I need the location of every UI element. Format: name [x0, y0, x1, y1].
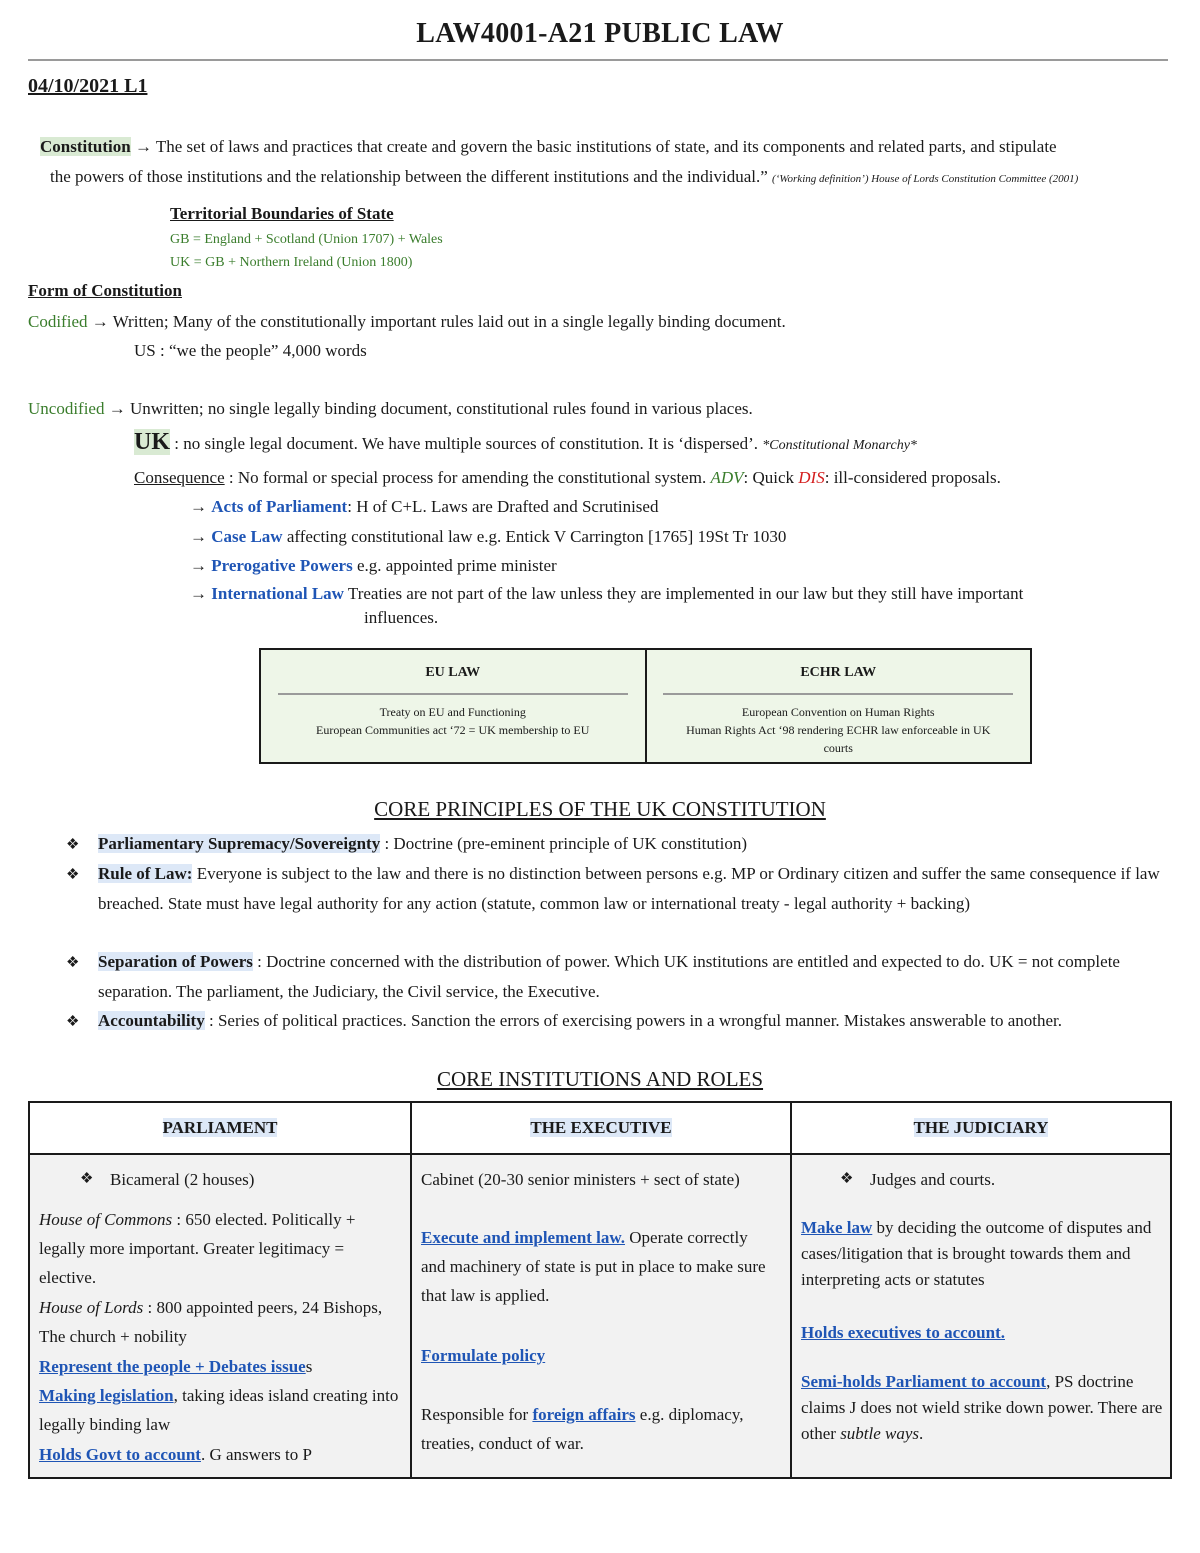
source-text: : H of C+L. Laws are Drafted and Scrutinised: [347, 497, 659, 516]
execute-text: [421, 1223, 773, 1310]
period: .: [919, 1424, 924, 1443]
constitution-definition-cont: [50, 162, 1180, 194]
bicameral-text: Bicameral (2 houses): [110, 1170, 255, 1189]
definition-line-2: the powers of those institutions and the relationship between the different institutions and the individual.”: [50, 167, 768, 186]
bullet-icon: ❖: [66, 837, 80, 853]
execute-detail: Operate correctly and machinery of state is put in place to make sure that law is applied.: [421, 1228, 766, 1305]
source-text: affecting constitutional law e.g. Entick V Carrington [1765] 19St Tr 1030: [282, 527, 787, 546]
holds-govt-text: [39, 1440, 401, 1469]
commons-detail: : 650 elected. Politically + legally more important. Greater legitimacy = elective.: [39, 1210, 356, 1287]
codified-text: → Written; Many of the constitutionally important rules laid out in a single legally binding document.: [87, 312, 786, 331]
adv-label: ADV: [710, 468, 744, 487]
codified-row: [28, 307, 786, 336]
uk-monarchy: *Constitutional Monarchy*: [762, 438, 917, 453]
represent-tail: s: [305, 1357, 313, 1376]
territorial-heading: Territorial Boundaries of State: [170, 204, 394, 223]
echr-law-heading: ECHR LAW: [800, 665, 877, 680]
column-header: [412, 1103, 790, 1155]
principle-label: Accountability: [98, 1011, 205, 1030]
foreign-prefix: Responsible for: [421, 1405, 533, 1424]
constitution-definition: [40, 132, 1165, 161]
principle-item: [98, 859, 1168, 919]
principle-item: [98, 947, 1168, 1007]
commons-label: House of Commons: [39, 1210, 173, 1229]
formulate-link: Formulate policy: [421, 1346, 546, 1365]
source-label: Acts of Parliament: [211, 497, 348, 516]
eu-law-heading: EU LAW: [425, 665, 481, 680]
source-label: Case Law: [211, 527, 283, 546]
page-title: LAW4001-A21 PUBLIC LAW: [416, 18, 784, 49]
semi-holds-text: [801, 1369, 1163, 1447]
semi-holds-link: Semi-holds Parliament to account: [801, 1372, 1047, 1391]
holds-exec-link: Holds executives to account.: [801, 1323, 1005, 1342]
eu-echr-table: [259, 648, 1032, 764]
principle-text: : Doctrine (pre-eminent principle of UK constitution): [380, 834, 748, 853]
making-link: Making legislation: [39, 1386, 174, 1405]
territorial-gb: GB = England + Scotland (Union 1707) + Wales: [170, 232, 443, 247]
column-header: [30, 1103, 410, 1155]
executive-heading: THE EXECUTIVE: [530, 1118, 672, 1137]
making-text: [39, 1381, 404, 1439]
foreign-text: [421, 1400, 779, 1458]
principle-item: [98, 1006, 1168, 1036]
judges-text: Judges and courts.: [870, 1170, 996, 1189]
principle-item: [98, 829, 1168, 859]
parliament-heading: PARLIAMENT: [162, 1118, 278, 1137]
source-acts: [190, 492, 658, 521]
consequence-label: Consequence: [134, 468, 225, 487]
eu-law-line-2: European Communities act ‘72 = UK membership to EU: [316, 723, 590, 737]
codified-label: Codified: [28, 312, 88, 331]
lords-detail: : 800 appointed peers, 24 Bishops, The church + nobility: [39, 1298, 383, 1346]
column-header: [792, 1103, 1170, 1155]
making-detail: , taking ideas island creating into legally binding law: [39, 1386, 399, 1434]
execute-link: Execute and implement law.: [421, 1228, 625, 1247]
make-law-detail: by deciding the outcome of disputes and cases/litigation that is brought towards them and interpreting acts or statutes: [801, 1218, 1152, 1289]
bullet-icon: ❖: [80, 1171, 94, 1187]
principle-label: Parliamentary Supremacy/Sovereignty: [98, 834, 381, 853]
judiciary-heading: THE JUDICIARY: [913, 1118, 1049, 1137]
arrow: →: [190, 556, 212, 575]
source-label: Prerogative Powers: [211, 556, 353, 575]
definition-source: (‘Working definition’) House of Lords Constitution Committee (2001): [772, 173, 1079, 185]
source-case-law: [190, 522, 786, 551]
cabinet-text: Cabinet (20-30 senior ministers + sect of state): [421, 1170, 740, 1189]
executive-column: [412, 1155, 790, 1477]
form-heading: Form of Constitution: [28, 281, 182, 300]
arrow: →: [190, 497, 212, 516]
uk-label: UK: [134, 429, 170, 455]
bullet-icon: ❖: [66, 1014, 80, 1030]
judiciary-column: [792, 1155, 1170, 1477]
lords-label: House of Lords: [39, 1298, 144, 1317]
title-divider: [28, 59, 1168, 61]
territorial-uk: UK = GB + Northern Ireland (Union 1800): [170, 255, 413, 270]
institutions-heading: CORE INSTITUTIONS AND ROLES: [436, 1067, 764, 1091]
source-text: Treaties are not part of the law unless they are implemented in our law but they still have important: [343, 584, 1024, 603]
constitution-term: Constitution: [40, 137, 131, 156]
represent-link: Represent the people + Debates issue: [39, 1357, 306, 1376]
source-prerogative: [190, 551, 557, 580]
eu-law-line-1: Treaty on EU and Functioning: [379, 705, 526, 719]
arrow: →: [134, 137, 152, 156]
principle-label: Separation of Powers: [98, 952, 253, 971]
principle-text: : Doctrine concerned with the distribution of power. Which UK institutions are entitled and expected to do. UK = not complete separation. The parliament, the Judiciary, the Civil service, the Executive.: [98, 952, 1120, 1001]
make-law-link: Make law: [801, 1218, 873, 1237]
divider: [278, 693, 628, 695]
principle-label: Rule of Law:: [98, 864, 193, 883]
consequence-text: : No formal or special process for amending the constitutional system.: [224, 468, 711, 487]
commons-text: [39, 1205, 401, 1292]
bullet-icon: ❖: [66, 955, 80, 971]
uncodified-row: [28, 394, 753, 423]
dis-text: : ill-considered proposals.: [824, 468, 1001, 487]
source-international: [190, 579, 1023, 608]
parliament-column: [30, 1155, 410, 1477]
represent-text: [39, 1352, 401, 1381]
uk-row: [134, 428, 917, 460]
adv-text: : Quick: [743, 468, 799, 487]
bullet-icon: ❖: [840, 1171, 854, 1187]
uncodified-label: Uncodified: [28, 399, 105, 418]
us-example: US : “we the people” 4,000 words: [134, 341, 367, 360]
bullet-icon: ❖: [66, 867, 80, 883]
principle-text: Everyone is subject to the law and there is no distinction between persons e.g. MP or Ordinary citizen and suffer the same consequence if law breached. State must have legal authority for any action (statute, common law or international treaty - legal authority + backing): [98, 864, 1160, 913]
divider: [663, 693, 1013, 695]
subtle-ways: subtle ways: [840, 1424, 920, 1443]
lords-text: [39, 1293, 401, 1351]
uncodified-text: → Unwritten; no single legally binding document, constitutional rules found in various places.: [104, 399, 753, 418]
echr-law-line-1: European Convention on Human Rights: [741, 705, 935, 719]
source-text: e.g. appointed prime minister: [352, 556, 557, 575]
source-international-cont: influences.: [364, 608, 439, 627]
principle-text: : Series of political practices. Sanction the errors of exercising powers in a wrongful manner. Mistakes answerable to another.: [204, 1011, 1063, 1030]
consequence-row: [134, 463, 1001, 492]
source-label: International Law: [211, 584, 344, 603]
semi-holds-detail: , PS doctrine claims J does not wield strike down power. There are other: [801, 1372, 1163, 1443]
foreign-link: foreign affairs: [532, 1405, 636, 1424]
foreign-detail: e.g. diplomacy, treaties, conduct of war.: [421, 1405, 744, 1453]
principles-heading: CORE PRINCIPLES OF THE UK CONSTITUTION: [374, 797, 826, 821]
formulate-text: [421, 1341, 545, 1370]
dis-label: DIS: [798, 468, 825, 487]
eu-law-cell: [261, 650, 645, 762]
uk-text: : no single legal document. We have multiple sources of constitution. It is ‘dispersed’.: [170, 434, 763, 453]
institutions-table: [28, 1101, 1172, 1479]
lecture-date: 04/10/2021 L1: [28, 75, 148, 97]
holds-govt-detail: . G answers to P: [200, 1445, 312, 1464]
arrow: →: [190, 584, 212, 603]
holds-govt-link: Holds Govt to account: [39, 1445, 201, 1464]
definition-line-1: The set of laws and practices that create and govern the basic institutions of state, and its components and related parts, and stipulate: [151, 137, 1057, 156]
echr-law-line-2: Human Rights Act ‘98 rendering ECHR law enforceable in UK courts: [686, 723, 991, 755]
holds-exec-text: [801, 1318, 1005, 1347]
make-law-text: [801, 1215, 1163, 1293]
arrow: →: [190, 527, 212, 546]
echr-law-cell: [645, 650, 1031, 762]
